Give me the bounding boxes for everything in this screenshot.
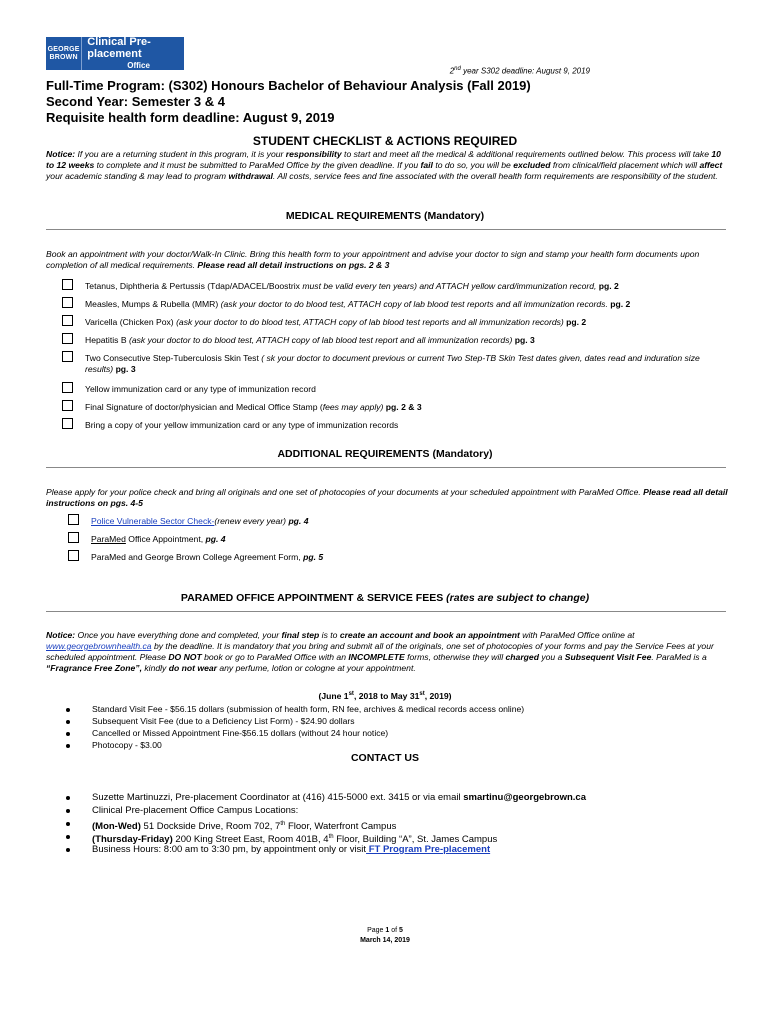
ft-program-link[interactable]: FT Program Pre-placement <box>366 844 491 855</box>
contact-item: Clinical Pre-placement Office Campus Locations: <box>66 805 716 817</box>
bullet-icon <box>66 848 70 852</box>
bullet-icon <box>66 809 70 813</box>
divider <box>46 467 726 468</box>
checklist-item: Measles, Mumps & Rubella (MMR) (ask your doctor to do blood test, ATTACH copy of lab blood test reports and all immunization records. pg. 2 <box>62 299 728 310</box>
deadline-note-sup: nd <box>454 66 461 72</box>
fee-item: Standard Visit Fee - $56.15 dollars (submission of health form, RN fee, archives & medical records access online) <box>66 704 716 715</box>
logo-subtitle: Office <box>127 60 150 70</box>
fee-item: Cancelled or Missed Appointment Fine-$56.15 dollars (without 24 hour notice) <box>66 728 716 739</box>
contact-title: CONTACT US <box>350 752 420 764</box>
bullet-icon <box>66 744 70 748</box>
notice-text: . All costs, service fees and fine associated with the overall health form requirements are responsibility of the student. <box>272 171 718 181</box>
college-logo-mark <box>46 37 82 70</box>
logo-title: Clinical Pre-placement <box>87 35 151 60</box>
college-logo <box>46 37 184 70</box>
bullet-icon <box>66 732 70 736</box>
bullet-icon <box>66 796 70 800</box>
checkbox[interactable] <box>68 550 79 561</box>
additional-intro: Please apply for your police check and bring all originals and one set of photocopies of your documents at your scheduled appointment with ParaMed Office. Please read all detail instructions on pgs. 4-5 <box>46 487 728 508</box>
checklist-item: Varicella (Chicken Pox) (ask your doctor to do blood test, ATTACH copy of lab blood test reports and all immunization records) pg. 2 <box>62 317 728 328</box>
health-website-link[interactable]: www.georgebrownhealth.ca <box>46 641 152 651</box>
checklist-item: Two Consecutive Step-Tuberculosis Skin Test ( sk your doctor to document previous or current Two Step-TB Skin Test dates given, dates read and induration size results) pg. 3 <box>62 353 728 375</box>
checklist-item: Hepatitis B (ask your doctor to do blood test, ATTACH copy of lab blood test report and all immunization records) pg. 3 <box>62 335 728 346</box>
police-check-link[interactable]: Police Vulnerable Sector Check- <box>91 516 215 526</box>
fees-title: PARAMED OFFICE APPOINTMENT & SERVICE FEES (rates are subject to change) <box>180 592 590 604</box>
logo-name-line1: GEORGE <box>47 45 80 53</box>
checkbox[interactable] <box>62 279 73 290</box>
notice-text: from clinical/field placement which will <box>550 160 700 170</box>
additional-title: ADDITIONAL REQUIREMENTS (Mandatory) <box>277 448 493 460</box>
divider <box>46 611 726 612</box>
medical-intro-emph: Please read all detail instructions on pgs. 2 & 3 <box>197 260 390 270</box>
checklist-item: Yellow immunization card or any type of immunization record <box>62 384 728 395</box>
medical-title: MEDICAL REQUIREMENTS (Mandatory) <box>285 210 485 222</box>
bullet-icon <box>66 708 70 712</box>
checklist-item: Tetanus, Diphtheria & Pertussis (Tdap/ADACEL/Boostrix must be valid every ten years) and ATTACH yellow card/immunization record, pg. 2 <box>62 281 728 292</box>
checklist-title: STUDENT CHECKLIST & ACTIONS REQUIRED <box>252 134 518 148</box>
medical-intro-text: Book an appointment with your doctor/Walk-In Clinic. Bring this health form to your appointment and advise your doctor to sign and stamp your health form documents upon completion of all medical requirements. <box>46 249 700 270</box>
deadline-note-prefix: 2 <box>449 66 455 76</box>
bullet-icon <box>66 835 70 839</box>
checkbox[interactable] <box>68 514 79 525</box>
fee-item: Subsequent Visit Fee (due to a Deficiency List Form) - $24.90 dollars <box>66 716 716 727</box>
checkbox[interactable] <box>62 315 73 326</box>
notice-emph: withdrawal <box>228 171 273 181</box>
fee-item: Photocopy - $3.00 <box>66 740 716 751</box>
medical-intro <box>46 249 728 271</box>
program-heading <box>46 78 531 126</box>
contact-item: Business Hours: 8:00 am to 3:30 pm, by appointment only or visit FT Program Pre-placement <box>66 844 716 856</box>
logo-name-line2: BROWN <box>49 53 78 61</box>
checkbox[interactable] <box>62 418 73 429</box>
notice-text: to do so, you will be <box>432 160 514 170</box>
checklist-item: Bring a copy of your yellow immunization card or any type of immunization records <box>62 420 728 431</box>
notice-emph: responsibility <box>285 149 342 159</box>
notice-text: to complete and it must be submitted to ParaMed Office by the given deadline. If you <box>94 160 421 170</box>
checkbox[interactable] <box>62 333 73 344</box>
notice-text: to start and meet all the medical & additional requirements outlined below. This process will take <box>341 149 712 159</box>
notice-emph: fail <box>420 160 433 170</box>
footer-date: March 14, 2019 <box>360 937 410 944</box>
contact-item: Suzette Martinuzzi, Pre-placement Coordinator at (416) 415-5000 ext. 3415 or via email smartinu@georgebrown.ca <box>66 792 716 804</box>
notice-text: If you are a returning student in this program, it is your <box>75 149 286 159</box>
heading-line1: Full-Time Program: (S302) Honours Bachelor of Behaviour Analysis (Fall 2019) <box>46 78 531 93</box>
notice-text: your academic standing & may lead to program <box>46 171 229 181</box>
checkbox[interactable] <box>62 400 73 411</box>
bullet-icon <box>66 822 70 826</box>
checklist-item: Final Signature of doctor/physician and Medical Office Stamp (fees may apply) pg. 2 & 3 <box>62 402 728 413</box>
bullet-icon <box>66 720 70 724</box>
deadline-note <box>450 66 590 76</box>
checkbox[interactable] <box>68 532 79 543</box>
deadline-note-text: year S302 deadline: August 9, 2019 <box>460 66 590 76</box>
notice-emph: excluded <box>513 160 551 170</box>
page-number: Page 1 of 5 <box>367 927 403 934</box>
notice-emph: affect <box>699 160 723 170</box>
checkbox[interactable] <box>62 382 73 393</box>
checkbox[interactable] <box>62 297 73 308</box>
contact-item: (Mon-Wed) 51 Dockside Drive, Room 702, 7th Floor, Waterfront Campus <box>66 818 716 833</box>
contact-item: (Thursday-Friday) 200 King Street East, Room 401B, 4th Floor, Building “A”, St. James Campus <box>66 831 716 846</box>
checklist-notice <box>46 149 728 182</box>
additional-item: ParaMed Office Appointment, pg. 4 <box>68 534 734 545</box>
additional-item: Police Vulnerable Sector Check-(renew every year) pg. 4 <box>68 516 734 527</box>
heading-line3: Requisite health form deadline: August 9, 2019 <box>46 110 335 125</box>
fees-notice: Notice: Once you have everything done and completed, your final step is to create an account and book an appointment with ParaMed Office online at www.georgebrownhealth.ca by the deadline. It is mandatory that you bring and submit all of the originals, one set of photocopies of your forms and pay the Service Fees at your scheduled appointment. Please DO NOT book or go to ParaMed Office with an INCOMPLETE forms, otherwise they will charged you a Subsequent Visit Fee. ParaMed is a “Fragrance Free Zone”, kindly do not wear any perfume, lotion or cologne at your appointment. <box>46 630 714 673</box>
additional-item: ParaMed and George Brown College Agreement Form, pg. 5 <box>68 552 734 563</box>
notice-label: Notice: <box>46 149 76 159</box>
fees-period: (June 1st, 2018 to May 31st, 2019) <box>318 691 452 701</box>
heading-line2: Second Year: Semester 3 & 4 <box>46 94 225 109</box>
divider <box>46 229 726 230</box>
contact-email[interactable]: smartinu@georgebrown.ca <box>463 792 586 803</box>
checkbox[interactable] <box>62 351 73 362</box>
notice-emph: 10 to 12 weeks <box>46 149 721 170</box>
